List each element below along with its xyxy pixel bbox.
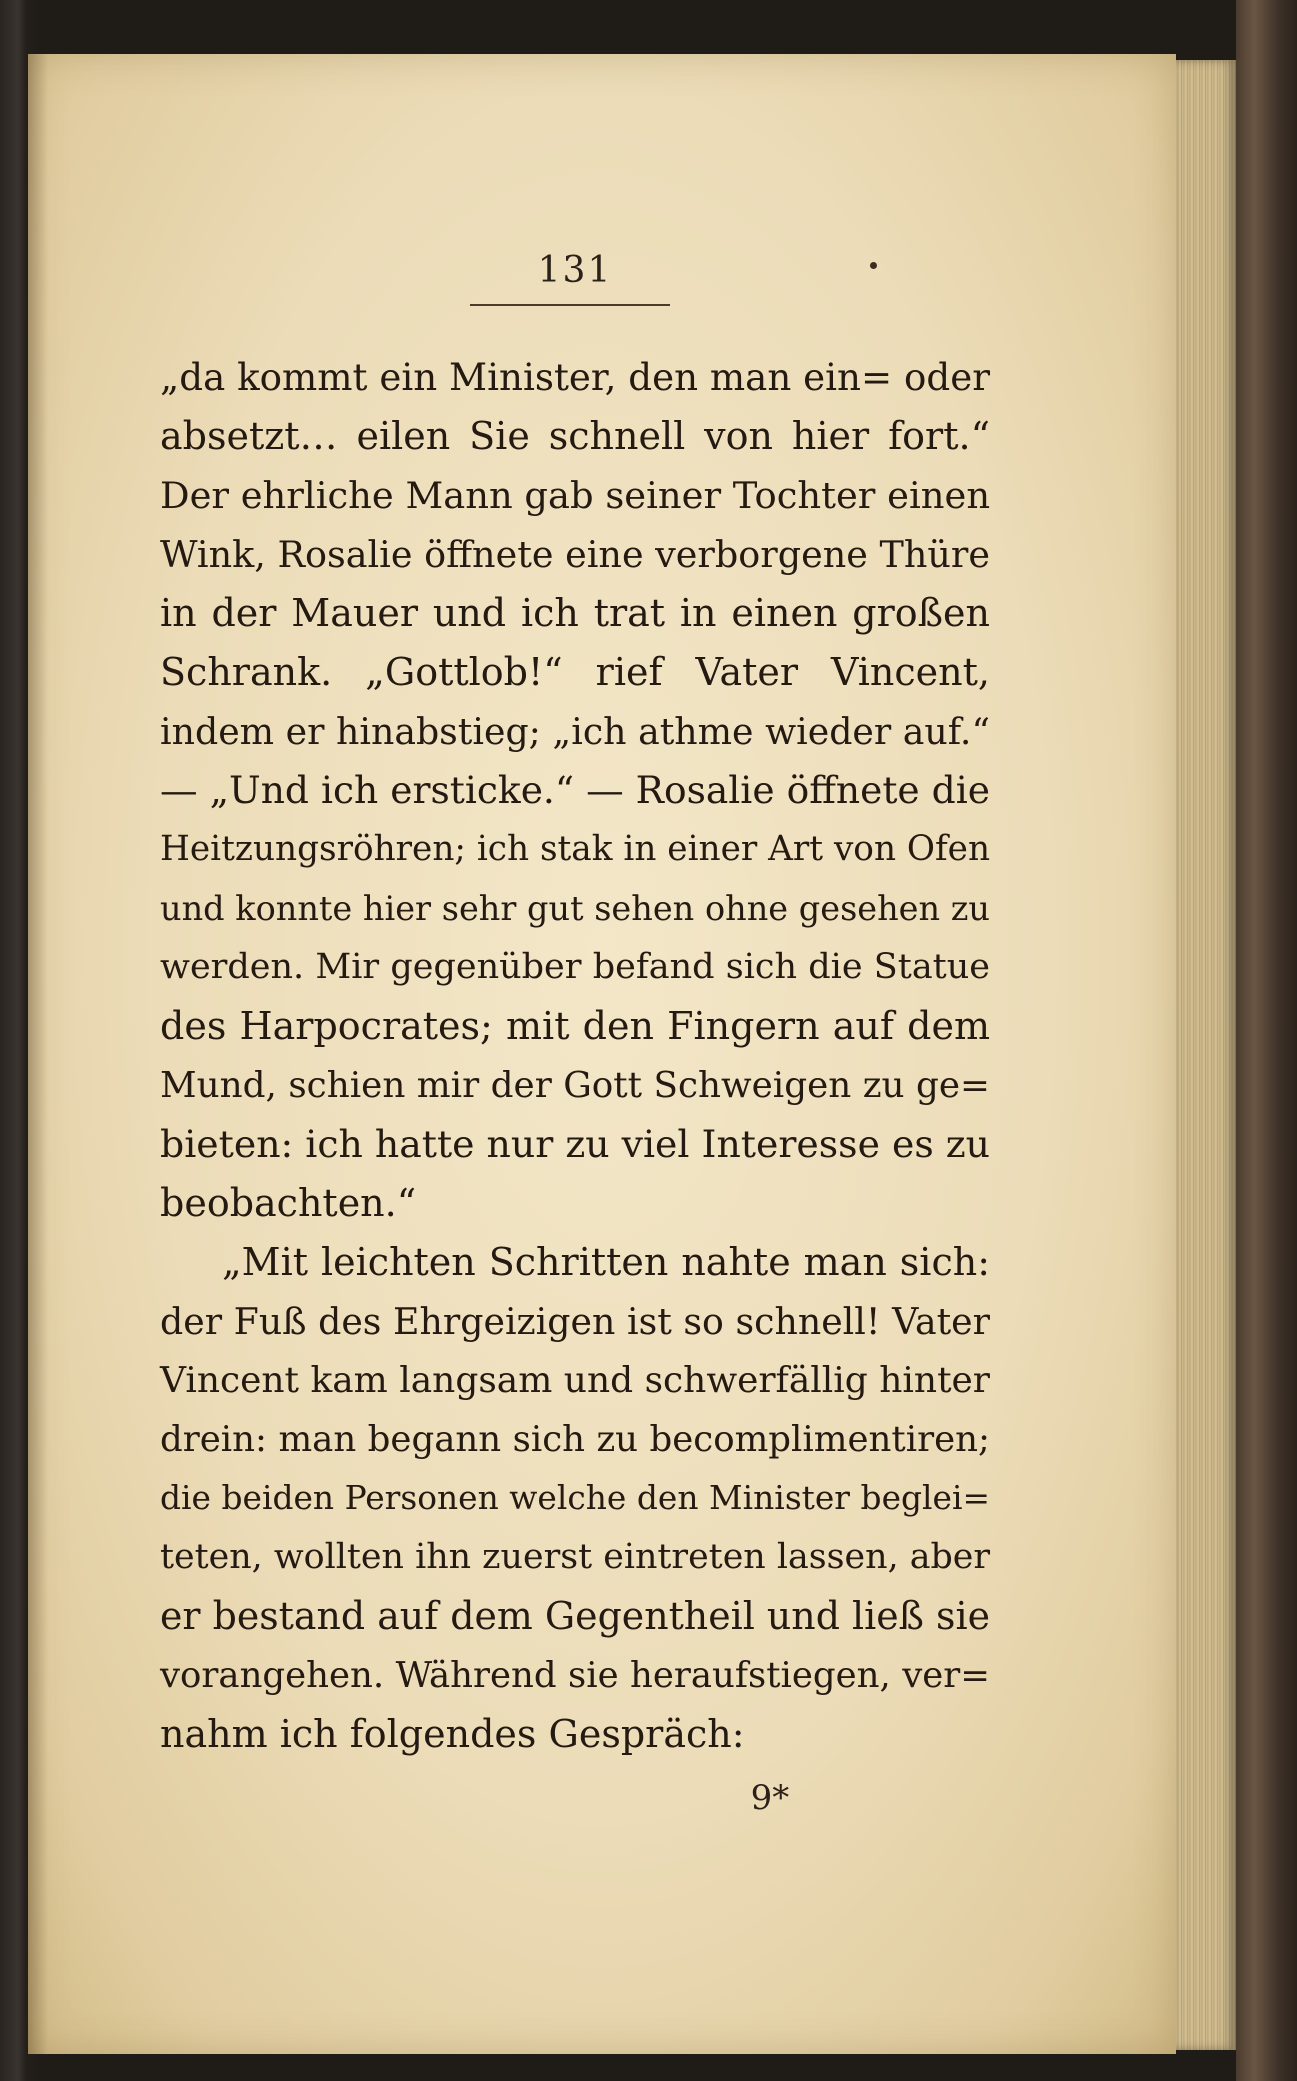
- text-line: Mund, schien mir der Gott Schweigen zu ge=: [160, 1065, 990, 1106]
- text-line: vorangehen. Während sie heraufstiegen, ver=: [160, 1655, 990, 1696]
- text-line: Wink, Rosalie öffnete eine verborgene Thüre: [160, 533, 990, 576]
- text-line: in der Mauer und ich trat in einen großen: [160, 591, 990, 635]
- page-number-rule: [470, 304, 670, 306]
- text-line: — „Und ich ersticke.“ — Rosalie öffnete die: [160, 768, 990, 812]
- text-line: bieten: ich hatte nur zu viel Interesse es zu: [160, 1122, 990, 1166]
- text-line: werden. Mir gegenüber befand sich die Statue: [160, 947, 990, 987]
- text-line: er bestand auf dem Gegentheil und ließ sie: [160, 1594, 990, 1638]
- paper-speck: [870, 262, 877, 269]
- page-gutter-shadow: [28, 54, 48, 2054]
- text-line: indem er hinabstieg; „ich athme wieder auf.“: [160, 710, 990, 753]
- text-line: Vincent kam langsam und schwerfällig hinter: [160, 1360, 990, 1401]
- text-line: nahm ich folgendes Gespräch:: [160, 1712, 745, 1756]
- text-line: des Harpocrates; mit den Fingern auf dem: [160, 1004, 990, 1048]
- text-line: der Fuß des Ehrgeizigen ist so schnell! Vater: [160, 1300, 990, 1343]
- text-line: Heitzungsröhren; ich stak in einer Art von Ofen: [160, 829, 991, 869]
- body-text: [160, 348, 990, 1764]
- book-cover-edge: [1236, 0, 1297, 2081]
- text-line: beobachten.“: [160, 1181, 417, 1225]
- page-fore-edge: [1176, 60, 1236, 2050]
- page-number: 131: [537, 250, 613, 291]
- text-line: absetzt… eilen Sie schnell von hier fort.“: [160, 414, 990, 458]
- text-line: drein: man begann sich zu becomplimentiren;: [160, 1419, 990, 1460]
- text-line: teten, wollten ihn zuerst eintreten lassen, aber: [160, 1537, 991, 1577]
- text-line: „da kommt ein Minister, den man ein= oder: [160, 355, 990, 399]
- text-line: Schrank. „Gottlob!“ rief Vater Vincent,: [160, 650, 990, 694]
- text-line: und konnte hier sehr gut sehen ohne gesehen zu: [160, 889, 990, 928]
- signature-mark: 9*: [750, 1778, 790, 1818]
- text-line: „Mit leichten Schritten nahte man sich:: [222, 1240, 990, 1284]
- text-line: Der ehrliche Mann gab seiner Tochter einen: [160, 474, 991, 517]
- text-line: die beiden Personen welche den Minister beglei=: [160, 1479, 990, 1517]
